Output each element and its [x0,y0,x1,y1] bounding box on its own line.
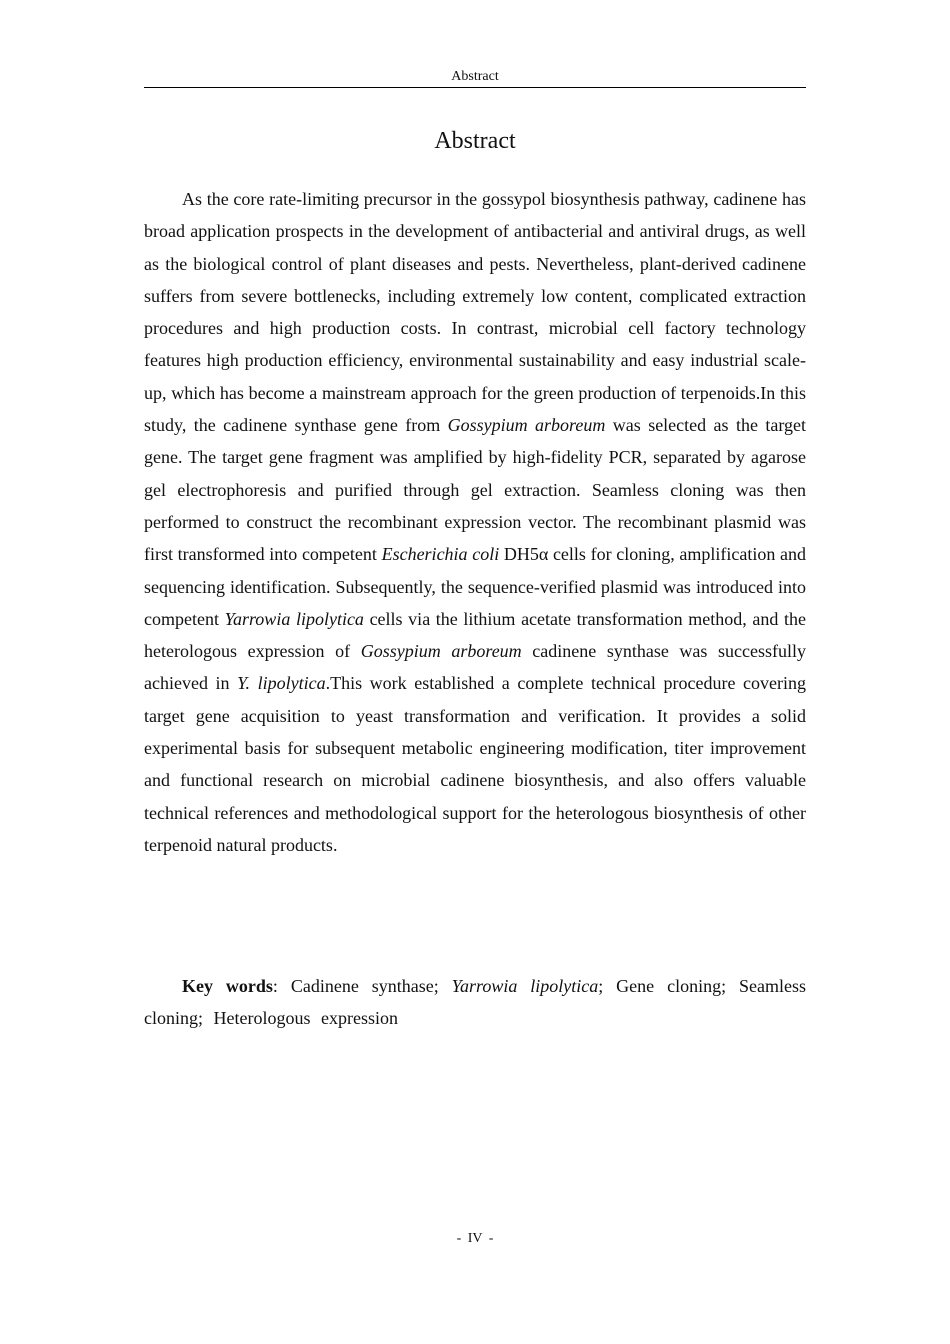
species-name: Yarrowia lipolytica [224,608,364,629]
page-number: - IV - [456,1231,494,1246]
abstract-text: DH5α cells for cloning, amplification and sequencing identification. Subsequently, the sequence-verified plasmid was introduced into competent [144,544,806,629]
abstract-paragraph [144,183,806,861]
species-name: Y. lipolytica [237,673,326,694]
keywords-paragraph [144,970,806,1035]
page-title: Abstract [434,128,516,154]
keywords-label: Key words [182,976,273,996]
abstract-text: .This work established a complete technical procedure covering target gene acquisition to yeast transformation and verification. It provides a solid experimental basis for subsequent metabolic engineering modification, titer improvement and functional research on microbial cadinene biosynthesis, and also offers valuable technical references and methodological support for the heterologous biosynthesis of other terpenoid natural products. [144,673,807,855]
header-rule [144,87,806,88]
species-name: Escherichia coli [381,544,500,565]
abstract-text: cadinene synthase was successfully achieved in [144,641,806,694]
species-name: Gossypium arboreum [447,415,606,436]
keywords-separator: : [272,976,291,996]
keyword-species: Yarrowia lipolytica [451,976,599,996]
keyword-text: ; Gene cloning; Seamless cloning; Heterologous expression [144,976,806,1029]
keyword-text: Cadinene synthase; [290,976,452,996]
abstract-text: As the core rate-limiting precursor in the gossypol biosynthesis pathway, cadinene has broad application prospects in the development of antibacterial and antiviral drugs, as well as the biological control of plant diseases and pests. Nevertheless, plant-derived cadinene suffers from severe bottlenecks, including extremely low content, complicated extraction procedures and high production costs. In contrast, microbial cell factory technology features high production efficiency, environmental sustainability and easy industrial scale-up, which has become a mainstream approach for the green production of terpenoids.In this study, the cadinene synthase gene from [144,189,806,436]
species-name: Gossypium arboreum [360,641,522,662]
running-header: Abstract [451,69,499,84]
abstract-text: cells via the lithium acetate transformation method, and the heterologous expression of [144,608,806,662]
abstract-text: was selected as the target gene. The target gene fragment was amplified by high-fidelity PCR, separated by agarose gel electrophoresis and purified through gel extraction. Seamless cloning was then performed to construct the recombinant expression vector. The recombinant plasmid was first transformed into competent [144,415,806,565]
